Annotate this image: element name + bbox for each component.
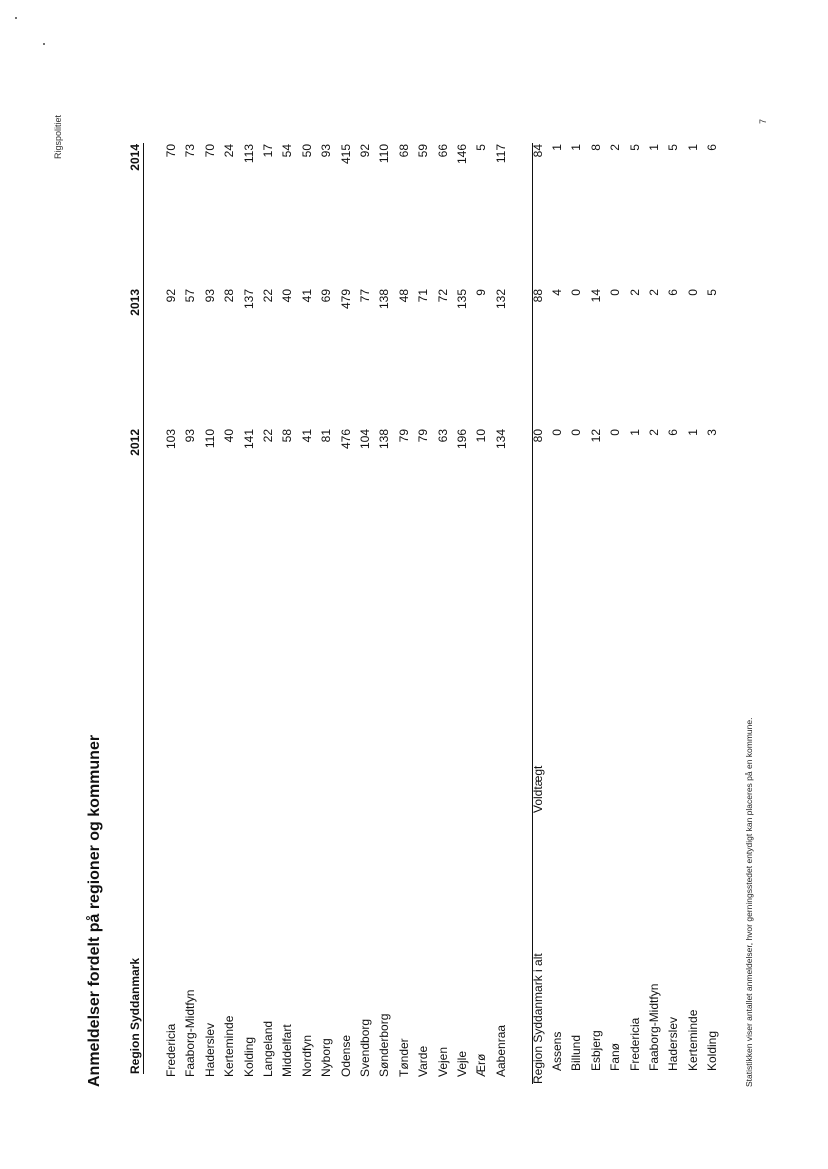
row-label: Vejle (455, 1050, 469, 1077)
cell-value-2012: 40 (222, 429, 237, 443)
row-label: Kerteminde (685, 1009, 700, 1071)
cell-value-2014: 8 (588, 144, 603, 151)
page-number: 7 (758, 118, 768, 124)
total-rule (532, 143, 533, 1084)
row-label: Varde (416, 1045, 431, 1077)
cell-value-2012: 63 (435, 429, 450, 443)
cell-value-2014: 24 (222, 144, 237, 158)
cell-value-2012: 81 (319, 429, 334, 443)
row-label: Haderslev (666, 1016, 681, 1071)
cell-value-2013: 41 (299, 289, 314, 303)
cell-value-2013: 479 (338, 289, 353, 310)
header-org: Rigspolitiet (53, 114, 63, 159)
total-row-label: Region Syddanmark i alt (531, 953, 545, 1084)
cell-value-2013: 132 (493, 289, 508, 310)
cell-value-2012: 0 (550, 429, 564, 436)
cell-value-2013: 2 (647, 289, 661, 296)
cell-value-2014: 5 (666, 144, 681, 151)
cell-value-2012: 41 (299, 429, 314, 443)
cell-value-2014: 93 (319, 144, 334, 158)
cell-value-2014: 54 (280, 144, 295, 158)
footnote: Statistikken viser antallet anmeldelser, hvor gerningsstedet entydigt kan placeres på en kommune. (744, 717, 754, 1087)
cell-value-2014: 117 (493, 144, 508, 164)
cell-value-2013: 138 (377, 289, 392, 310)
cell-value-2012: 1 (685, 429, 700, 436)
subsection-label: Voldtægt (531, 765, 545, 813)
row-label: Faaborg-Midtfyn (647, 983, 661, 1071)
row-label: Kerteminde (222, 1015, 237, 1077)
row-label: Kolding (705, 1030, 720, 1071)
cell-value-2012: 79 (416, 429, 431, 443)
row-label: Nordfyn (299, 1034, 314, 1077)
row-label: Fanø (608, 1042, 623, 1071)
cell-value-2013: 72 (435, 289, 450, 303)
total-value-2012: 80 (531, 429, 545, 443)
cell-value-2012: 196 (455, 429, 469, 450)
header-rule (143, 143, 144, 1074)
cell-value-2014: 1 (550, 144, 564, 151)
cell-value-2014: 6 (705, 144, 720, 151)
cell-value-2014: 17 (261, 144, 275, 158)
row-label: Esbjerg (588, 1030, 603, 1071)
cell-value-2013: 2 (627, 289, 642, 296)
cell-value-2013: 48 (396, 289, 411, 303)
cell-value-2013: 0 (608, 289, 623, 296)
row-label: Odense (338, 1034, 353, 1077)
cell-value-2012: 93 (183, 429, 198, 443)
row-label: Fredericia (627, 1017, 642, 1071)
total-value-2014: 84 (531, 144, 545, 158)
cell-value-2012: 3 (705, 429, 720, 436)
speck-mark (15, 17, 17, 19)
row-label: Haderslev (202, 1022, 217, 1077)
cell-value-2013: 40 (280, 289, 295, 303)
row-label: Tønder (396, 1038, 411, 1077)
cell-value-2013: 57 (183, 289, 198, 303)
cell-value-2013: 93 (202, 289, 217, 303)
cell-value-2013: 137 (241, 289, 256, 310)
cell-value-2012: 0 (608, 429, 623, 436)
row-label: Nyborg (319, 1038, 334, 1077)
row-label: Fredericia (164, 1023, 178, 1077)
cell-value-2014: 68 (396, 144, 411, 158)
cell-value-2014: 66 (435, 144, 450, 158)
cell-value-2014: 5 (474, 144, 489, 151)
cell-value-2012: 110 (202, 429, 217, 449)
row-label: Billund (569, 1034, 584, 1071)
cell-value-2014: 1 (569, 144, 584, 151)
cell-value-2014: 70 (202, 144, 217, 158)
cell-value-2013: 6 (666, 289, 681, 296)
cell-value-2013: 0 (569, 289, 584, 296)
row-label: Langeland (261, 1020, 275, 1077)
cell-value-2014: 5 (627, 144, 642, 151)
cell-value-2013: 5 (705, 289, 720, 296)
row-label: Assens (550, 1031, 564, 1071)
cell-value-2012: 134 (493, 429, 508, 450)
cell-value-2012: 12 (588, 429, 603, 443)
cell-value-2012: 79 (396, 429, 411, 443)
row-label: Ærø (474, 1053, 489, 1077)
cell-value-2013: 71 (416, 289, 431, 303)
row-label: Middelfart (280, 1024, 295, 1077)
cell-value-2012: 138 (377, 429, 392, 450)
page-title: Anmeldelser fordelt på regioner og kommuner (86, 734, 103, 1087)
region-header: Region Syddanmark (128, 957, 142, 1074)
row-label: Faaborg-Midtfyn (183, 989, 198, 1077)
cell-value-2013: 69 (319, 289, 334, 303)
cell-value-2014: 110 (377, 144, 392, 164)
cell-value-2013: 4 (550, 289, 564, 296)
cell-value-2013: 28 (222, 289, 237, 303)
cell-value-2014: 92 (358, 144, 372, 158)
cell-value-2012: 104 (358, 429, 372, 450)
cell-value-2014: 73 (183, 144, 198, 158)
cell-value-2012: 103 (164, 429, 178, 450)
speck-mark (43, 43, 45, 45)
cell-value-2014: 146 (455, 144, 469, 165)
cell-value-2013: 9 (474, 289, 489, 296)
cell-value-2013: 92 (164, 289, 178, 303)
cell-value-2014: 1 (647, 144, 661, 151)
year-header-2013: 2013 (128, 289, 142, 316)
year-header-2012: 2012 (128, 429, 142, 456)
row-label: Kolding (241, 1036, 256, 1077)
year-header-2014: 2014 (128, 144, 142, 171)
cell-value-2013: 14 (588, 289, 603, 303)
cell-value-2014: 1 (685, 144, 700, 151)
row-label: Svendborg (358, 1018, 372, 1077)
cell-value-2012: 22 (261, 429, 275, 443)
cell-value-2014: 113 (241, 144, 256, 164)
cell-value-2014: 2 (608, 144, 623, 151)
row-label: Aabenraa (493, 1024, 508, 1077)
cell-value-2012: 10 (474, 429, 489, 443)
cell-value-2013: 22 (261, 289, 275, 303)
total-value-2013: 88 (531, 289, 545, 303)
cell-value-2012: 2 (647, 429, 661, 436)
cell-value-2013: 0 (685, 289, 700, 296)
cell-value-2012: 0 (569, 429, 584, 436)
cell-value-2013: 135 (455, 289, 469, 310)
row-label: Vejen (435, 1046, 450, 1077)
cell-value-2014: 50 (299, 144, 314, 158)
row-label: Sønderborg (377, 1013, 392, 1077)
cell-value-2014: 59 (416, 144, 431, 158)
cell-value-2012: 141 (241, 429, 256, 450)
cell-value-2012: 58 (280, 429, 295, 443)
cell-value-2013: 77 (358, 289, 372, 303)
cell-value-2012: 476 (338, 429, 353, 450)
cell-value-2014: 415 (338, 144, 353, 165)
cell-value-2012: 6 (666, 429, 681, 436)
cell-value-2014: 70 (164, 144, 178, 158)
cell-value-2012: 1 (627, 429, 642, 436)
